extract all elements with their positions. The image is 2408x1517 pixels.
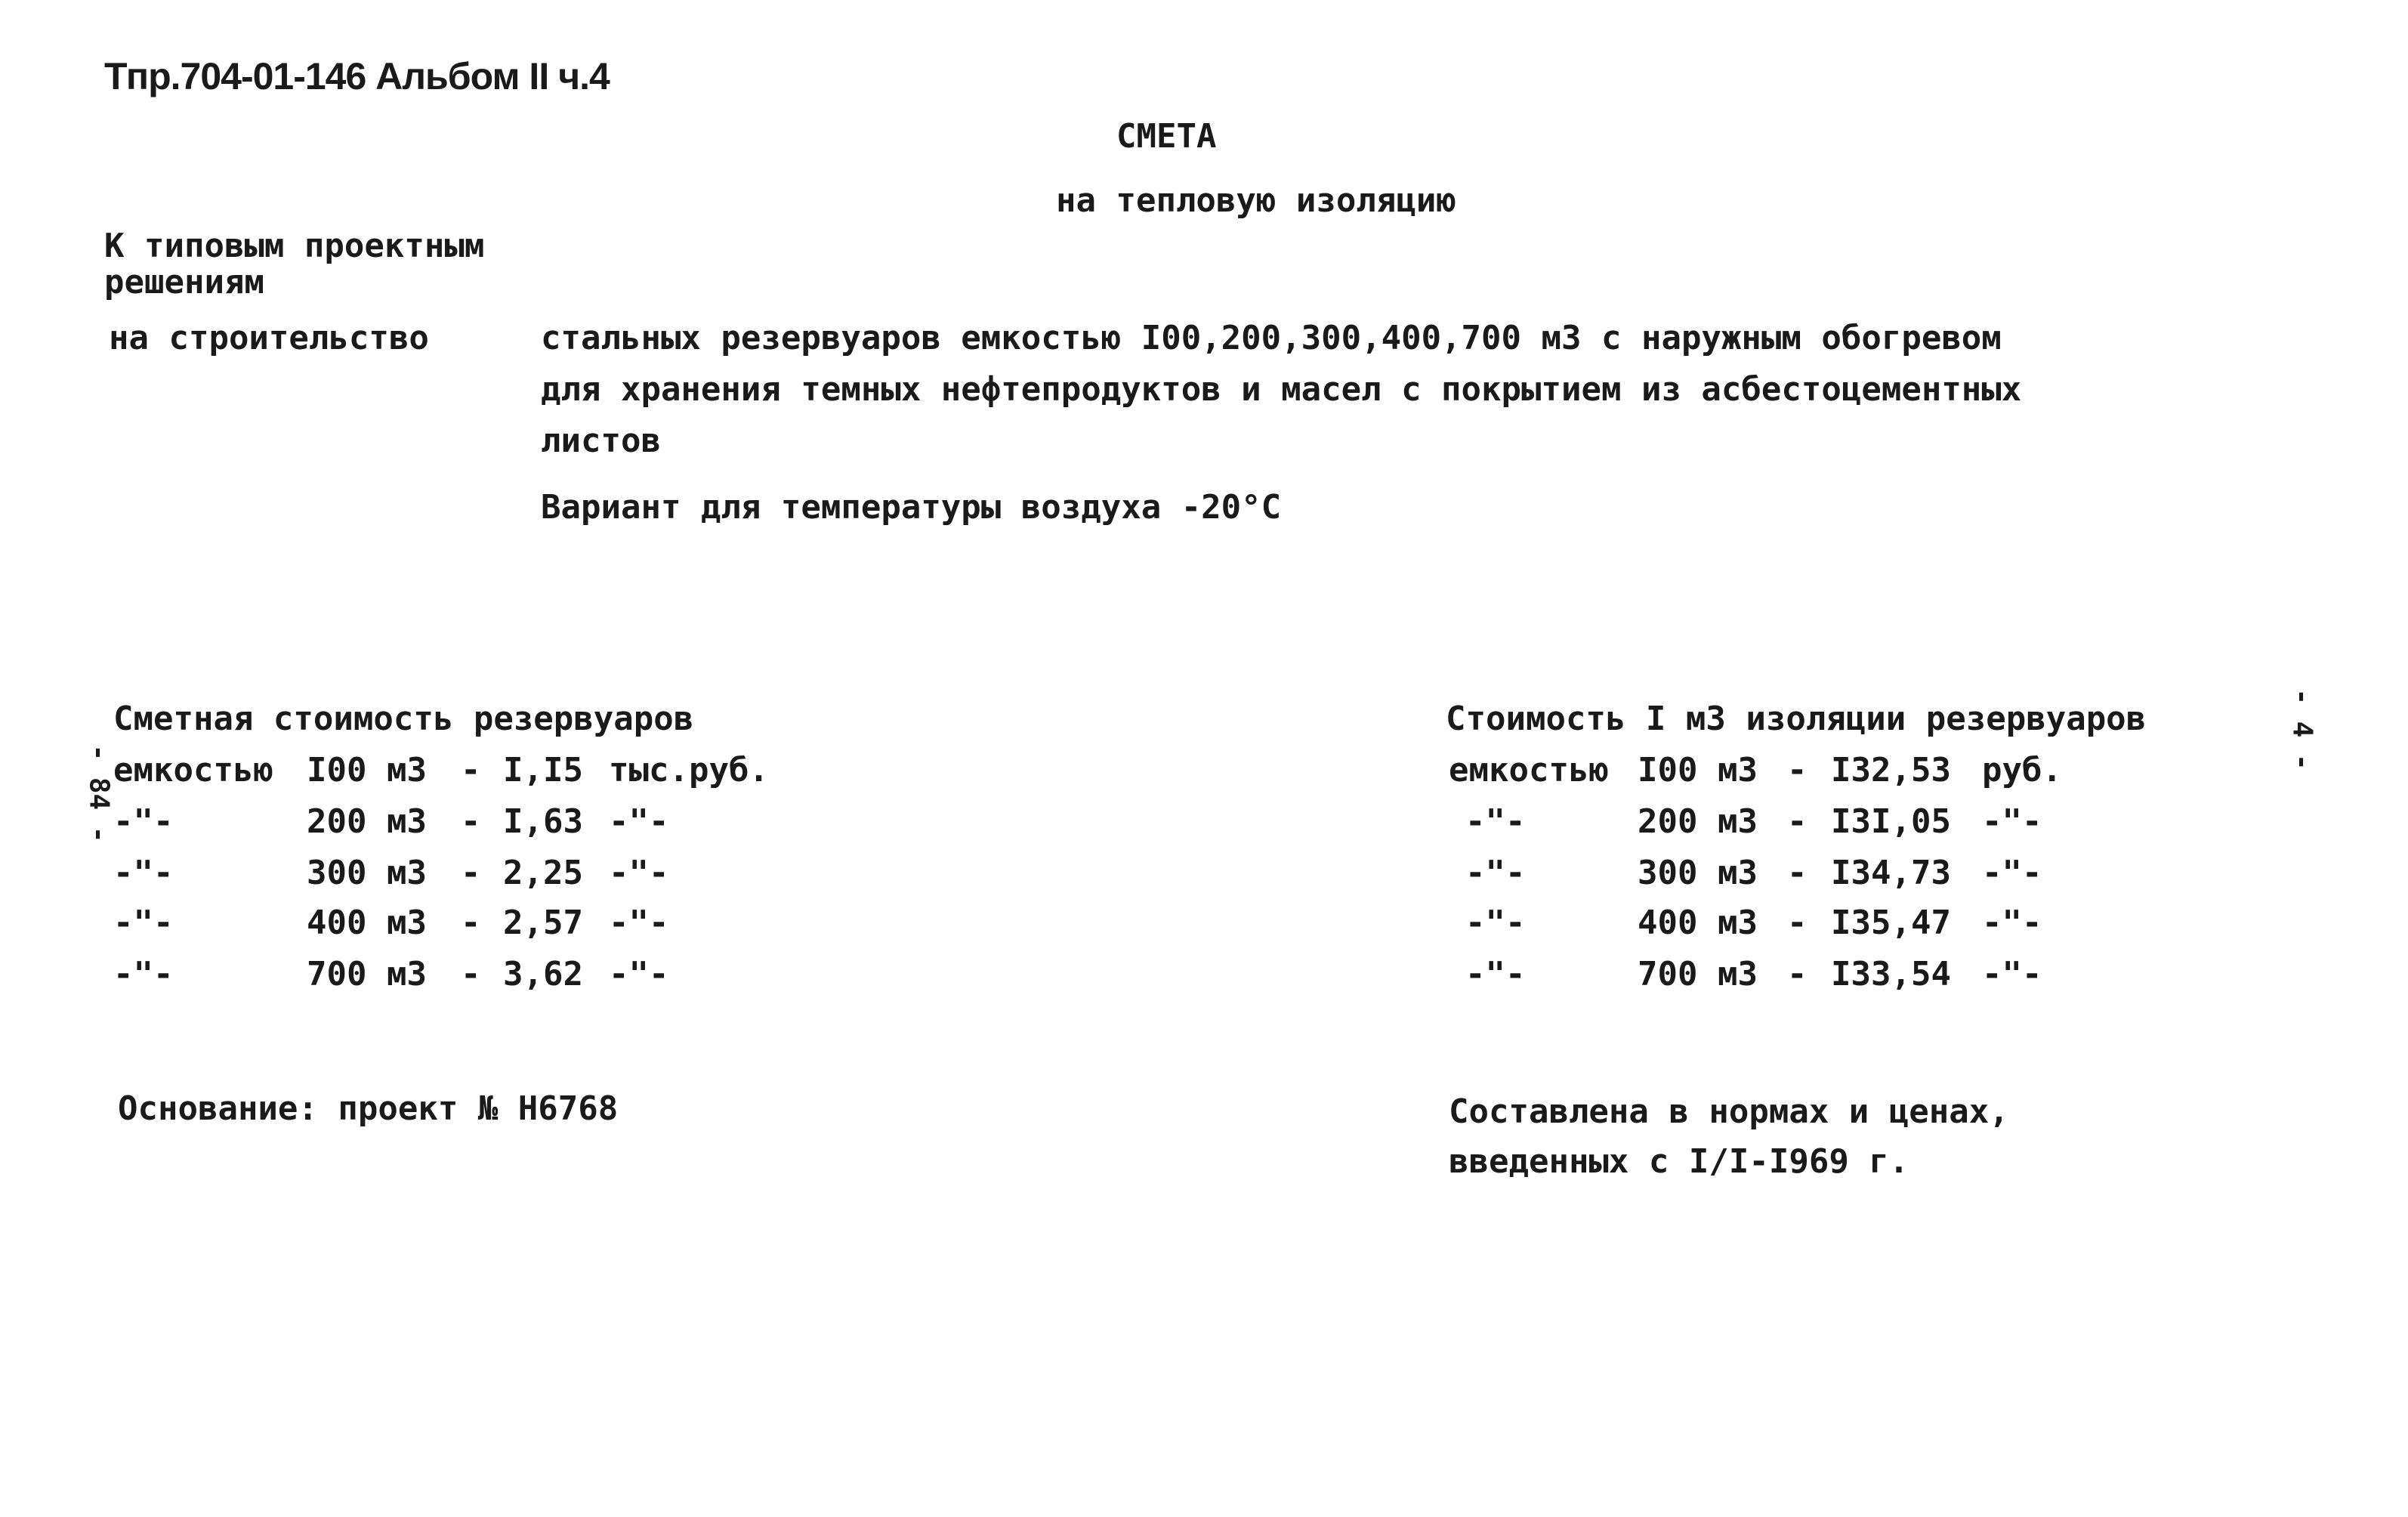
k-label-line2: решениям	[104, 263, 264, 301]
row-dash: -	[461, 751, 481, 789]
construction-label: на строительство	[109, 319, 429, 357]
document-reference: Тпр.704-01-146 Альбом II ч.4	[104, 55, 610, 97]
row-unit: руб.	[1982, 751, 2062, 789]
row-unit: -"-	[1982, 904, 2042, 942]
row-value: I,63	[503, 802, 583, 841]
page-number-left: - 84 -	[83, 744, 115, 843]
compiled-note-line1: Составлена в нормах и ценах,	[1449, 1092, 2009, 1131]
row-label: -"-	[113, 904, 174, 942]
row-value: I32,53	[1831, 751, 1951, 789]
row-unit: -"-	[1982, 955, 2042, 993]
row-value: I,I5	[503, 751, 583, 789]
row-unit: -"-	[609, 802, 669, 841]
row-unit: тыс.руб.	[609, 751, 769, 789]
document-subtitle: на тепловую изоляцию	[1056, 181, 1456, 220]
row-volume: I00 м3	[307, 751, 427, 789]
row-volume: 700 м3	[307, 955, 427, 993]
row-dash: -	[461, 955, 481, 993]
basis-note: Основание: проект № Н6768	[118, 1089, 619, 1128]
document-title: СМЕТА	[1116, 117, 1217, 156]
k-label-line1: К типовым проектным	[104, 227, 485, 265]
row-value: I35,47	[1831, 904, 1951, 942]
row-dash: -	[461, 802, 481, 841]
row-label: -"-	[1465, 854, 1526, 892]
row-volume: I00 м3	[1638, 751, 1758, 789]
row-volume: 700 м3	[1638, 955, 1758, 993]
row-label: емкостью	[1449, 751, 1609, 789]
row-value: 2,25	[503, 854, 583, 892]
row-label: емкостью	[113, 751, 273, 789]
row-unit: -"-	[609, 854, 669, 892]
row-volume: 200 м3	[307, 802, 427, 841]
row-value: I3I,05	[1831, 802, 1951, 841]
row-dash: -	[1787, 854, 1808, 892]
row-volume: 300 м3	[1638, 854, 1758, 892]
variant-line: Вариант для температуры воздуха -20°С	[541, 488, 1282, 527]
row-unit: -"-	[609, 955, 669, 993]
row-dash: -	[461, 904, 481, 942]
row-label: -"-	[1465, 904, 1526, 942]
row-volume: 400 м3	[1638, 904, 1758, 942]
row-label: -"-	[1465, 955, 1526, 993]
row-value: I33,54	[1831, 955, 1951, 993]
row-volume: 400 м3	[307, 904, 427, 942]
right-table-heading: Стоимость I м3 изоляции резервуаров	[1446, 700, 2147, 738]
row-unit: -"-	[1982, 854, 2042, 892]
row-label: -"-	[113, 955, 174, 993]
row-volume: 300 м3	[307, 854, 427, 892]
row-value: 3,62	[503, 955, 583, 993]
row-dash: -	[461, 854, 481, 892]
description-line-3: листов	[541, 422, 661, 460]
description-line-1: стальных резервуаров емкостью I00,200,300,400,700 м3 с наружным обогревом	[541, 319, 2002, 357]
row-dash: -	[1787, 751, 1808, 789]
row-value: 2,57	[503, 904, 583, 942]
row-value: I34,73	[1831, 854, 1951, 892]
row-dash: -	[1787, 955, 1808, 993]
left-table-heading: Сметная стоимость резервуаров	[113, 700, 694, 738]
row-label: -"-	[113, 854, 174, 892]
row-dash: -	[1787, 802, 1808, 841]
row-label: -"-	[1465, 802, 1526, 841]
compiled-note-line2: введенных с I/I-I969 г.	[1449, 1142, 1909, 1181]
row-unit: -"-	[609, 904, 669, 942]
row-label: -"-	[113, 802, 174, 841]
row-volume: 200 м3	[1638, 802, 1758, 841]
description-line-2: для хранения темных нефтепродуктов и масел с покрытием из асбестоцементных	[541, 370, 2022, 409]
row-dash: -	[1787, 904, 1808, 942]
row-unit: -"-	[1982, 802, 2042, 841]
page-number-right: - 4 -	[2286, 688, 2318, 771]
